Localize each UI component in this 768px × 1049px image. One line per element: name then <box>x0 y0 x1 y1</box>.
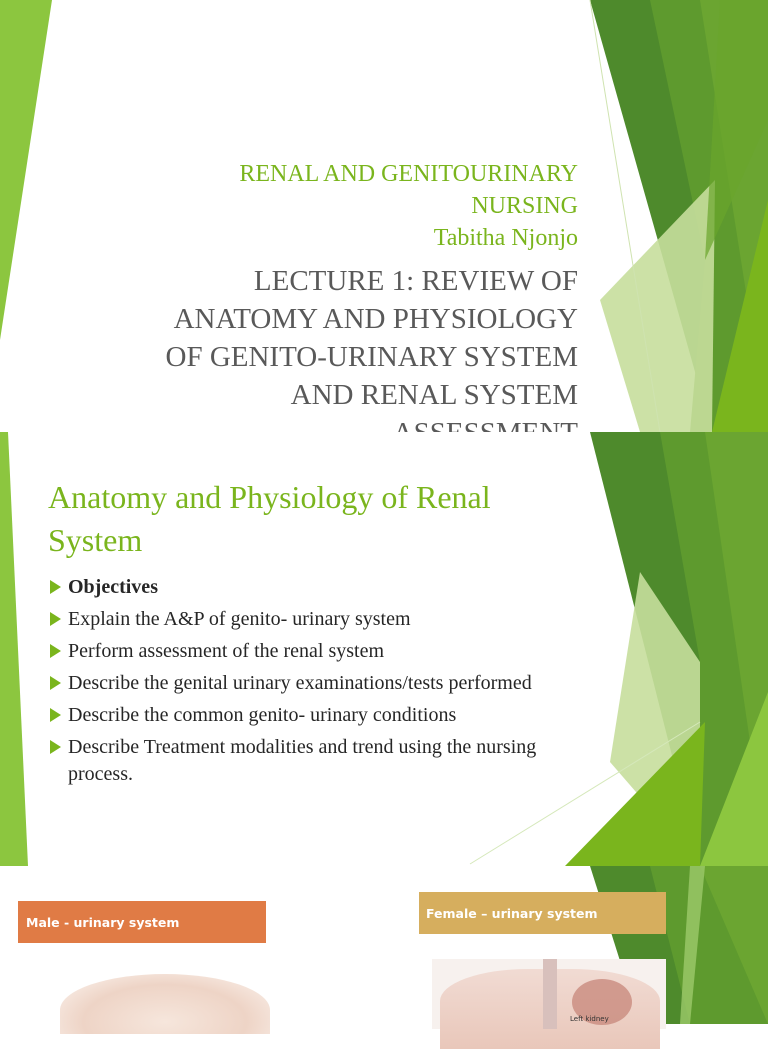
list-item <box>48 606 568 633</box>
triangle-bullet-icon <box>50 676 61 690</box>
subtitle-line: LECTURE 1: REVIEW OF <box>253 265 578 297</box>
list-item <box>48 574 568 601</box>
left-green-facet <box>0 0 52 340</box>
list-item <box>48 702 568 729</box>
title-line: NURSING <box>471 193 578 219</box>
list-item-text: Describe the common genito- urinary conditions <box>68 704 457 726</box>
heading-line: Anatomy and Physiology of Renal <box>48 479 491 515</box>
spine-shape <box>543 959 557 1029</box>
list-item <box>48 734 568 788</box>
triangle-bullet-icon <box>50 644 61 658</box>
triangle-bullet-icon <box>50 740 61 754</box>
list-item-text: Describe the genital urinary examinations/tests performed <box>68 672 532 694</box>
list-item <box>48 670 568 697</box>
left-green-facet <box>0 432 28 866</box>
list-item-text: Describe Treatment modalities and trend using the nursing process. <box>68 736 537 785</box>
subtitle-line: ANATOMY AND PHYSIOLOGY <box>173 303 578 335</box>
slide-heading <box>48 476 568 562</box>
triangle-bullet-icon <box>50 580 61 594</box>
author-name: Tabitha Njonjo <box>433 225 578 251</box>
list-item-text: Explain the A&P of genito- urinary system <box>68 608 411 630</box>
subtitle-line: AND RENAL SYSTEM <box>290 379 578 411</box>
slide-objectives <box>0 432 768 866</box>
triangle-bullet-icon <box>50 612 61 626</box>
male-urinary-label: Male - urinary system <box>18 901 266 943</box>
figure-annotation: Left kidney <box>570 1015 609 1023</box>
list-item <box>48 638 568 665</box>
female-anatomy-image <box>432 959 666 1029</box>
title-line: RENAL AND GENITOURINARY <box>239 161 578 187</box>
slide-title <box>0 0 768 432</box>
list-item-text: Perform assessment of the renal system <box>68 640 385 662</box>
triangle-bullet-icon <box>50 708 61 722</box>
heading-line: System <box>48 522 143 558</box>
lecture-subtitle <box>58 262 578 432</box>
objectives-list <box>48 574 568 793</box>
list-item-text: Objectives <box>68 576 158 598</box>
subtitle-line: OF GENITO-URINARY SYSTEM <box>165 341 578 373</box>
female-urinary-label: Female – urinary system <box>419 892 666 934</box>
presentation-title <box>58 158 578 254</box>
slide-urinary-systems <box>0 866 768 1024</box>
